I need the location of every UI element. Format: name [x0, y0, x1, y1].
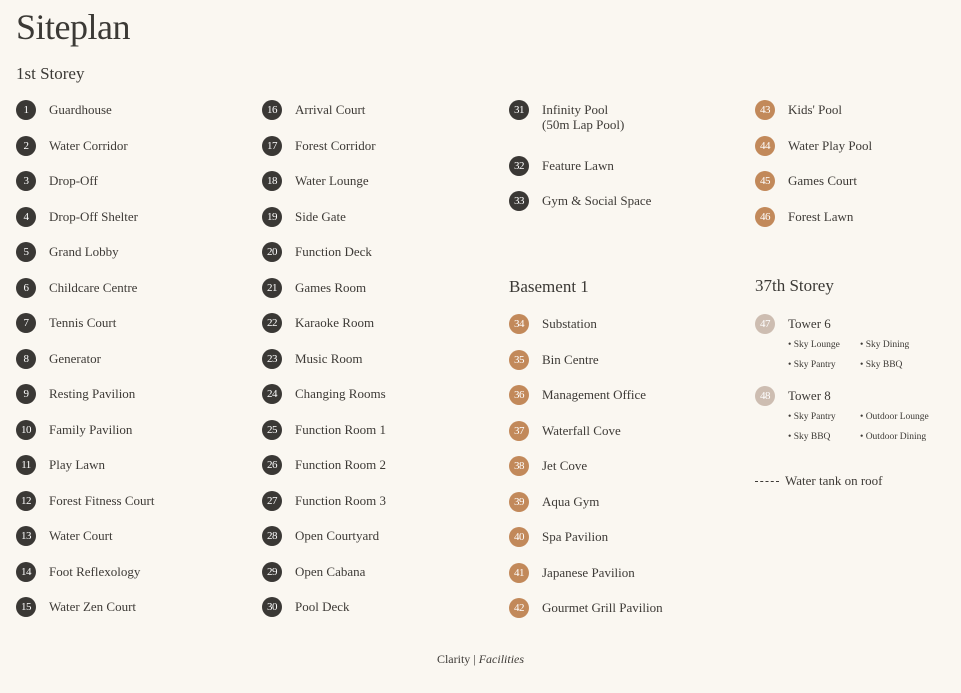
facility-item-24 [262, 386, 386, 404]
number-badge: 16 [262, 100, 282, 120]
facility-label [295, 280, 366, 295]
facility-name: Function Room 1 [295, 421, 387, 437]
tower-amenity: • Outdoor Lounge [860, 412, 929, 422]
facility-name: Foot Reflexology [49, 563, 141, 579]
tower-amenity: • Sky BBQ [788, 432, 831, 442]
facility-label [49, 351, 101, 366]
number-badge: 36 [509, 385, 529, 405]
footer-brand: Clarity [436, 652, 471, 666]
facility-name: Water Zen Court [49, 599, 137, 614]
tower-amenity: • Sky Lounge [788, 340, 840, 350]
facility-name: Childcare Centre [49, 279, 138, 295]
facility-item-38 [509, 458, 587, 476]
facility-name: Open Cabana [295, 563, 366, 579]
number-badge: 33 [509, 191, 529, 211]
facility-label [49, 138, 128, 153]
facility-item-22 [262, 315, 374, 333]
facility-item-34 [509, 316, 597, 334]
facility-name: Forest Corridor [295, 137, 376, 153]
facility-name: Music Room [295, 350, 363, 366]
number-badge: 46 [755, 207, 775, 227]
facility-item-17 [262, 138, 376, 156]
facility-item-20 [262, 244, 372, 262]
facility-label [542, 423, 621, 438]
number-badge: 32 [509, 156, 529, 176]
number-badge: 31 [509, 100, 529, 120]
facility-label [542, 458, 587, 473]
facility-label [295, 315, 374, 330]
number-badge: 35 [509, 350, 529, 370]
tower-amenity: • Outdoor Dining [860, 432, 927, 442]
number-badge: 43 [755, 100, 775, 120]
facility-item-33 [509, 193, 651, 211]
facility-name: Bin Centre [542, 351, 599, 367]
facility-name: Forest Lawn [788, 208, 854, 224]
page-title: Siteplan [16, 7, 130, 47]
number-badge: 4 [16, 207, 36, 227]
facility-item-46 [755, 209, 853, 227]
facility-item-45 [755, 173, 857, 191]
number-badge: 26 [262, 455, 282, 475]
facility-label [295, 351, 363, 366]
facility-label [542, 316, 597, 331]
facility-label [542, 494, 599, 509]
facility-name: Aqua Gym [542, 493, 600, 509]
facility-label [49, 315, 116, 330]
facility-name: Karaoke Room [295, 315, 375, 330]
facility-item-8 [16, 351, 101, 369]
facility-label [542, 193, 651, 208]
facility-name: Forest Fitness Court [49, 492, 155, 508]
facility-label [295, 493, 386, 508]
number-badge: 8 [16, 349, 36, 369]
facility-name: Family Pavilion [49, 421, 133, 437]
facility-name: Play Lawn [49, 457, 105, 472]
facility-name: Arrival Court [295, 102, 366, 117]
number-badge: 17 [262, 136, 282, 156]
facility-name: Changing Rooms [295, 386, 386, 401]
facility-name: Tennis Court [49, 315, 117, 330]
facility-label [295, 209, 346, 224]
facility-label [49, 173, 98, 188]
number-badge: 30 [262, 597, 282, 617]
number-badge: 9 [16, 384, 36, 404]
facility-name-line2: (50m Lap Pool) [542, 117, 625, 132]
facility-label [49, 528, 113, 543]
facility-label [788, 102, 842, 117]
facility-name: Water Lounge [295, 173, 369, 188]
facility-item-31 [509, 102, 624, 132]
facility-name: Substation [542, 316, 597, 331]
tower-amenity: • Sky BBQ [860, 360, 903, 370]
number-badge: 39 [509, 492, 529, 512]
number-badge: 18 [262, 171, 282, 191]
section-heading-1st-storey: 1st Storey [16, 64, 85, 83]
facility-item-37 [509, 423, 621, 441]
facility-item-10 [16, 422, 132, 440]
facility-label [295, 138, 376, 153]
facility-label [295, 386, 386, 401]
facility-name: Function Deck [295, 244, 372, 259]
facility-label [542, 352, 599, 367]
facility-name: Gym & Social Space [542, 193, 652, 208]
facility-item-5 [16, 244, 119, 262]
facility-label [49, 386, 135, 401]
facility-name: Side Gate [295, 208, 346, 224]
section-heading-basement-1: Basement 1 [509, 277, 589, 296]
number-badge: 47 [755, 314, 775, 334]
number-badge: 1 [16, 100, 36, 120]
number-badge: 12 [16, 491, 36, 511]
number-badge: 29 [262, 562, 282, 582]
facility-item-11 [16, 457, 105, 475]
facility-item-2 [16, 138, 128, 156]
number-badge: 28 [262, 526, 282, 546]
facility-label [49, 564, 140, 579]
facility-item-12 [16, 493, 154, 511]
tower-amenity: • Sky Pantry [788, 360, 836, 370]
facility-label [295, 244, 372, 259]
facility-item-30 [262, 599, 350, 617]
facility-name: Spa Pavilion [542, 529, 609, 544]
tower-amenity: • Sky Pantry [788, 412, 836, 422]
facility-label [49, 280, 137, 295]
facility-name: Pool Deck [295, 599, 350, 614]
facility-item-27 [262, 493, 386, 511]
facility-label [295, 599, 350, 614]
number-badge: 23 [262, 349, 282, 369]
facility-name: Water Play Pool [788, 137, 873, 153]
facility-label [542, 565, 635, 580]
facility-name: Tower 8 [788, 388, 831, 403]
number-badge: 10 [16, 420, 36, 440]
facility-name: Resting Pavilion [49, 386, 136, 401]
facility-name: Guardhouse [49, 102, 112, 117]
facility-item-47 [755, 316, 831, 334]
facility-name: Open Courtyard [295, 528, 380, 543]
number-badge: 27 [262, 491, 282, 511]
facility-item-13 [16, 528, 113, 546]
number-badge: 14 [16, 562, 36, 582]
facility-label [788, 316, 831, 331]
number-badge: 11 [16, 455, 36, 475]
facility-label [788, 138, 872, 153]
number-badge: 3 [16, 171, 36, 191]
number-badge: 22 [262, 313, 282, 333]
facility-item-39 [509, 494, 599, 512]
facility-label [295, 564, 365, 579]
facility-label [788, 388, 831, 403]
facility-item-40 [509, 529, 608, 547]
footer-separator: | [473, 652, 476, 666]
tower-amenity: • Sky Dining [860, 340, 910, 350]
facility-name: Water Court [49, 528, 113, 543]
facility-item-25 [262, 422, 386, 440]
facility-item-1 [16, 102, 112, 120]
facility-label [542, 387, 646, 402]
facility-name: Grand Lobby [49, 244, 119, 259]
facility-item-35 [509, 352, 599, 370]
facility-label [49, 209, 138, 224]
facility-label [295, 173, 369, 188]
number-badge: 21 [262, 278, 282, 298]
facility-name: Function Room 2 [295, 457, 387, 472]
facility-name: Feature Lawn [542, 158, 614, 173]
number-badge: 19 [262, 207, 282, 227]
facility-name: Games Court [788, 173, 857, 188]
facility-item-6 [16, 280, 137, 298]
number-badge: 15 [16, 597, 36, 617]
facility-name: Tower 6 [788, 316, 831, 331]
facility-label [295, 102, 365, 117]
facility-name: Japanese Pavilion [542, 564, 635, 580]
number-badge: 24 [262, 384, 282, 404]
number-badge: 48 [755, 386, 775, 406]
facility-label [295, 528, 379, 543]
number-badge: 25 [262, 420, 282, 440]
number-badge: 6 [16, 278, 36, 298]
facility-name: Kids' Pool [788, 102, 842, 117]
section-heading-37th-storey: 37th Storey [755, 276, 834, 295]
facility-name: Management Office [542, 387, 647, 402]
facility-item-18 [262, 173, 369, 191]
number-badge: 44 [755, 136, 775, 156]
facility-item-44 [755, 138, 872, 156]
facility-label [542, 102, 624, 132]
number-badge: 41 [509, 563, 529, 583]
facility-item-28 [262, 528, 379, 546]
facility-name: Jet Cove [542, 458, 588, 473]
facility-item-32 [509, 158, 614, 176]
number-badge: 7 [16, 313, 36, 333]
facility-name: Infinity Pool [542, 102, 609, 117]
facility-item-21 [262, 280, 366, 298]
facility-label [49, 102, 112, 117]
facility-label [788, 209, 853, 224]
legend-label: Water tank on roof [785, 473, 883, 488]
facility-label [542, 600, 663, 615]
facility-name: Function Room 3 [295, 492, 387, 508]
facility-name: Water Corridor [49, 137, 128, 153]
facility-item-4 [16, 209, 138, 227]
number-badge: 20 [262, 242, 282, 262]
dashed-line-icon [755, 481, 779, 482]
facility-label [295, 457, 386, 472]
legend-water-tank [755, 473, 883, 489]
number-badge: 37 [509, 421, 529, 441]
number-badge: 34 [509, 314, 529, 334]
number-badge: 13 [16, 526, 36, 546]
number-badge: 42 [509, 598, 529, 618]
facility-label [542, 158, 614, 173]
facility-item-43 [755, 102, 842, 120]
facility-label [49, 422, 132, 437]
facility-label [49, 493, 154, 508]
facility-item-48 [755, 388, 831, 406]
number-badge: 40 [509, 527, 529, 547]
facility-item-36 [509, 387, 646, 405]
facility-item-23 [262, 351, 363, 369]
facility-item-16 [262, 102, 365, 120]
footer [0, 652, 961, 667]
facility-name: Drop-Off Shelter [49, 208, 138, 224]
footer-section: Facilities [478, 652, 525, 666]
facility-label [295, 422, 386, 437]
facility-item-3 [16, 173, 98, 191]
facility-label [542, 529, 608, 544]
facility-label [788, 173, 857, 188]
facility-label [49, 244, 119, 259]
facility-item-19 [262, 209, 346, 227]
facility-item-9 [16, 386, 135, 404]
facility-label [49, 599, 136, 614]
facility-item-29 [262, 564, 365, 582]
facility-name: Waterfall Cove [542, 422, 621, 438]
number-badge: 38 [509, 456, 529, 476]
number-badge: 2 [16, 136, 36, 156]
facility-item-7 [16, 315, 116, 333]
facility-item-26 [262, 457, 386, 475]
facility-item-15 [16, 599, 136, 617]
facility-name: Gourmet Grill Pavilion [542, 600, 663, 615]
number-badge: 45 [755, 171, 775, 191]
facility-item-41 [509, 565, 635, 583]
facility-item-42 [509, 600, 663, 618]
facility-name: Generator [49, 350, 101, 366]
facility-label [49, 457, 105, 472]
facility-name: Drop-Off [49, 173, 98, 188]
facility-name: Games Room [295, 279, 367, 295]
number-badge: 5 [16, 242, 36, 262]
facility-item-14 [16, 564, 140, 582]
